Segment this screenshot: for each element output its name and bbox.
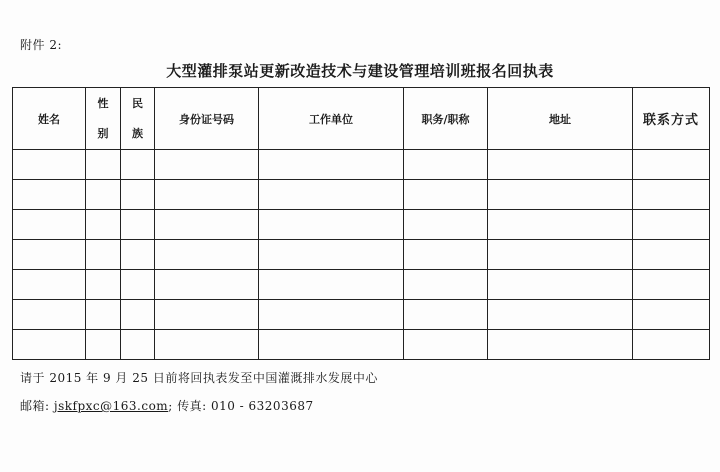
cell-position[interactable] bbox=[404, 270, 488, 300]
cell-work-unit[interactable] bbox=[259, 180, 404, 210]
table-row bbox=[13, 270, 710, 300]
fax-number: 010 - 63203687 bbox=[210, 399, 314, 413]
cell-address[interactable] bbox=[488, 150, 633, 180]
cell-ethnicity[interactable] bbox=[121, 240, 155, 270]
cell-position[interactable] bbox=[404, 300, 488, 330]
header-name: 姓名 bbox=[13, 88, 86, 150]
header-work-unit: 工作单位 bbox=[259, 88, 404, 150]
header-ethnicity bbox=[121, 88, 155, 150]
cell-address[interactable] bbox=[488, 330, 633, 360]
submission-instruction: 请于 2015 年 9 月 25 日前将回执表发至中国灌溉排水发展中心 bbox=[20, 371, 378, 385]
header-address: 地址 bbox=[488, 88, 633, 150]
cell-gender[interactable] bbox=[86, 180, 121, 210]
header-id-number: 身份证号码 bbox=[155, 88, 259, 150]
cell-contact[interactable] bbox=[633, 300, 710, 330]
table-row bbox=[13, 210, 710, 240]
cell-work-unit[interactable] bbox=[259, 300, 404, 330]
cell-gender[interactable] bbox=[86, 330, 121, 360]
cell-position[interactable] bbox=[404, 240, 488, 270]
contact-line bbox=[20, 397, 314, 414]
cell-name[interactable] bbox=[13, 240, 86, 270]
cell-contact[interactable] bbox=[633, 270, 710, 300]
table-row bbox=[13, 300, 710, 330]
attachment-label: 附件 2: bbox=[20, 38, 62, 52]
cell-position[interactable] bbox=[404, 150, 488, 180]
cell-name[interactable] bbox=[13, 270, 86, 300]
cell-address[interactable] bbox=[488, 210, 633, 240]
table-row bbox=[13, 330, 710, 360]
cell-name[interactable] bbox=[13, 180, 86, 210]
cell-gender[interactable] bbox=[86, 210, 121, 240]
cell-gender[interactable] bbox=[86, 150, 121, 180]
cell-contact[interactable] bbox=[633, 150, 710, 180]
cell-ethnicity[interactable] bbox=[121, 300, 155, 330]
cell-id-number[interactable] bbox=[155, 300, 259, 330]
table-body bbox=[13, 150, 710, 360]
cell-address[interactable] bbox=[488, 300, 633, 330]
header-row bbox=[13, 88, 710, 150]
cell-ethnicity[interactable] bbox=[121, 210, 155, 240]
cell-contact[interactable] bbox=[633, 240, 710, 270]
cell-position[interactable] bbox=[404, 180, 488, 210]
cell-address[interactable] bbox=[488, 180, 633, 210]
cell-name[interactable] bbox=[13, 330, 86, 360]
cell-ethnicity[interactable] bbox=[121, 270, 155, 300]
header-ethnicity-top: 民 bbox=[132, 96, 143, 110]
cell-ethnicity[interactable] bbox=[121, 180, 155, 210]
registration-table bbox=[12, 87, 710, 360]
cell-gender[interactable] bbox=[86, 240, 121, 270]
email-label: 邮箱: bbox=[20, 399, 50, 413]
cell-work-unit[interactable] bbox=[259, 330, 404, 360]
table-row bbox=[13, 180, 710, 210]
cell-gender[interactable] bbox=[86, 270, 121, 300]
cell-address[interactable] bbox=[488, 270, 633, 300]
fax-label: 传真: bbox=[177, 399, 207, 413]
cell-ethnicity[interactable] bbox=[121, 150, 155, 180]
cell-name[interactable] bbox=[13, 300, 86, 330]
cell-work-unit[interactable] bbox=[259, 270, 404, 300]
cell-id-number[interactable] bbox=[155, 150, 259, 180]
cell-id-number[interactable] bbox=[155, 330, 259, 360]
header-contact: 联系方式 bbox=[633, 88, 710, 150]
cell-contact[interactable] bbox=[633, 210, 710, 240]
cell-work-unit[interactable] bbox=[259, 240, 404, 270]
cell-gender[interactable] bbox=[86, 300, 121, 330]
form-title: 大型灌排泵站更新改造技术与建设管理培训班报名回执表 bbox=[166, 62, 554, 80]
cell-work-unit[interactable] bbox=[259, 210, 404, 240]
header-gender-bottom: 别 bbox=[97, 126, 109, 140]
contact-separator: ; bbox=[168, 399, 173, 413]
cell-address[interactable] bbox=[488, 240, 633, 270]
cell-name[interactable] bbox=[13, 150, 86, 180]
cell-id-number[interactable] bbox=[155, 180, 259, 210]
cell-work-unit[interactable] bbox=[259, 150, 404, 180]
table-row bbox=[13, 240, 710, 270]
cell-contact[interactable] bbox=[633, 330, 710, 360]
cell-contact[interactable] bbox=[633, 180, 710, 210]
cell-id-number[interactable] bbox=[155, 210, 259, 240]
cell-position[interactable] bbox=[404, 210, 488, 240]
header-ethnicity-bottom: 族 bbox=[132, 126, 143, 140]
header-gender bbox=[86, 88, 121, 150]
cell-ethnicity[interactable] bbox=[121, 330, 155, 360]
header-position: 职务/职称 bbox=[404, 88, 488, 150]
header-gender-top: 性 bbox=[97, 96, 109, 110]
email-link[interactable]: jskfpxc@163.com bbox=[53, 399, 169, 413]
cell-id-number[interactable] bbox=[155, 270, 259, 300]
cell-name[interactable] bbox=[13, 210, 86, 240]
cell-id-number[interactable] bbox=[155, 240, 259, 270]
cell-position[interactable] bbox=[404, 330, 488, 360]
table-row bbox=[13, 150, 710, 180]
